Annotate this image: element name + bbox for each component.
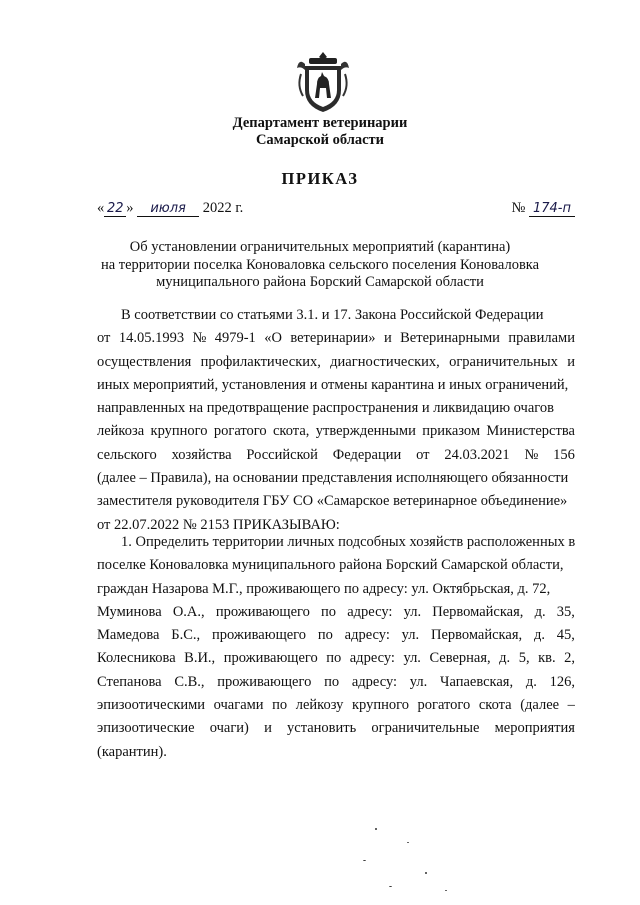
word: по [324, 673, 340, 690]
text-line [97, 671, 575, 694]
word: ветеринарии» [290, 330, 376, 347]
number-value-handwritten: 174-п [529, 201, 575, 217]
text-line [97, 647, 575, 670]
word: по [326, 650, 342, 667]
word: проживающего [223, 650, 318, 667]
word: иных мероприятий, установления и отмены карантина и иных ограничений, [97, 376, 569, 393]
word: и [383, 330, 392, 347]
word: (далее [520, 697, 560, 714]
word: 126, [549, 673, 575, 690]
word: адресу: [344, 627, 390, 644]
word: проживающего [211, 627, 307, 644]
word: 35, [556, 603, 575, 620]
word: по [272, 697, 288, 714]
text-line [97, 554, 575, 577]
text-line [97, 624, 575, 647]
word: Министерства [486, 423, 575, 440]
word: от [97, 330, 111, 347]
word: и [264, 720, 272, 737]
word: Колесникова [97, 650, 176, 667]
word: Северная, [429, 650, 491, 667]
text-line [97, 601, 575, 624]
word: приказом [422, 423, 481, 440]
text-line [97, 351, 575, 374]
word: 4979-1 [214, 330, 256, 347]
word: 24.03.2021 [444, 446, 510, 463]
text-line [97, 490, 575, 513]
faint-stamp-marks [345, 820, 475, 900]
date-year: 2022 г. [202, 200, 244, 216]
text-line [97, 397, 575, 420]
text-line [97, 327, 575, 350]
word: – [567, 697, 575, 714]
text-line [97, 374, 575, 397]
word: адресу: [349, 650, 395, 667]
word: и [567, 353, 575, 370]
word: Первомайская, [432, 603, 524, 620]
text-line [97, 717, 575, 740]
word: установить [287, 720, 357, 737]
order-item-1-paragraph [97, 531, 575, 764]
word: 45, [556, 627, 575, 644]
text-line [97, 304, 575, 327]
word: 2, [564, 650, 575, 667]
word: по [321, 603, 337, 620]
word: лейкоза [97, 423, 145, 440]
subject-line: на территории поселка Коноваловка сельского поселения Коноваловка [100, 256, 540, 273]
coat-of-arms-emblem [295, 50, 351, 114]
word: С.В., [174, 673, 205, 690]
word: очагами [213, 697, 264, 714]
text-line [97, 694, 575, 717]
word: Российской [246, 446, 318, 463]
word: Б.С., [171, 627, 201, 644]
number-prefix: № [511, 200, 526, 216]
word: направленных на предотвращение распространения и ликвидацию очагов [97, 400, 554, 417]
word: д. [499, 650, 511, 667]
word: ограничительные [371, 720, 480, 737]
word: (далее – Правила), на основании представления исполняющего обязанности [97, 470, 569, 487]
word: ул. [403, 603, 422, 620]
word: ограничительных [449, 353, 558, 370]
text-line [97, 741, 575, 764]
word: (карантин). [97, 743, 167, 760]
word: скота, [273, 423, 310, 440]
date-number-line [97, 200, 575, 220]
word: 156 [553, 446, 575, 463]
word: мероприятия [494, 720, 575, 737]
word: эпизоотическими [97, 697, 206, 714]
word: сельского [97, 446, 157, 463]
word: Муминова [97, 603, 162, 620]
word: Ветеринарными [400, 330, 500, 347]
word: 1. Определить территории личных подсобных хозяйств расположенных в [121, 534, 576, 550]
word: утвержденными [315, 423, 416, 440]
text-line [97, 578, 575, 601]
word: Первомайская, [430, 627, 523, 644]
word: крупного [351, 697, 409, 714]
document-title: ПРИКАЗ [281, 169, 359, 188]
word: ул. [403, 650, 421, 667]
word: адресу: [347, 603, 393, 620]
word: эпизоотические [97, 720, 195, 737]
word: Федерации [332, 446, 402, 463]
word: рогатого [417, 697, 471, 714]
word: «О [264, 330, 282, 347]
word: ул. [401, 627, 420, 644]
word: проживающего [217, 673, 312, 690]
date-month-handwritten: июля [137, 201, 199, 217]
word: В.И., [184, 650, 216, 667]
word: Степанова [97, 673, 162, 690]
word: № [524, 446, 539, 463]
word: поселке Коноваловка муниципального района Борский Самарской области, [97, 557, 564, 574]
word: заместителя руководителя ГБУ СО «Самарское ветеринарное объединение» [97, 493, 568, 510]
word: проживающего [215, 603, 310, 620]
word: по [317, 627, 333, 644]
word: рогатого [213, 423, 267, 440]
word: осуществления [97, 353, 192, 370]
word: 14.05.1993 [118, 330, 185, 347]
word: ул. [409, 673, 428, 690]
document-number [512, 200, 575, 217]
date-close-quote: » [126, 200, 134, 216]
org-name-line1: Департамент ветеринарии [232, 115, 408, 131]
preamble-paragraph [97, 304, 575, 537]
document-date [97, 200, 243, 217]
subject-line: Об установлении ограничительных мероприятий (карантина) [129, 239, 511, 255]
date-day-handwritten: 22 [104, 201, 126, 217]
order-subject [90, 239, 550, 292]
word: крупного [150, 423, 208, 440]
word: д. [534, 603, 546, 620]
word: правилами [508, 330, 575, 347]
word: кв. [538, 650, 556, 667]
text-line [97, 444, 575, 467]
word: от [416, 446, 430, 463]
word: д. [533, 627, 545, 644]
word: Мамедова [97, 627, 160, 644]
word: граждан Назарова М.Г., проживающего по адресу: ул. Октябрьская, д. 72, [97, 580, 551, 597]
text-line [97, 467, 575, 490]
date-open-quote: « [97, 200, 105, 216]
word: от 22.07.2022 № 2153 ПРИКАЗЫВАЮ: [97, 516, 340, 533]
subject-line: муниципального района Борский Самарской области [156, 274, 484, 290]
word: скота [478, 697, 512, 714]
word: адресу: [351, 673, 398, 690]
word: хозяйства [171, 446, 232, 463]
org-name-line2: Самарской области [255, 132, 385, 148]
word: д. [525, 673, 537, 690]
word: № [192, 330, 207, 347]
word: диагностических, [330, 353, 440, 370]
word: профилактических, [200, 353, 321, 370]
word: 5, [518, 650, 530, 667]
text-line [97, 420, 575, 443]
text-line [97, 531, 575, 554]
word: В соответствии со статьями 3.1. и 17. Закона Российской Федерации [121, 307, 544, 323]
word: О.А., [172, 603, 205, 620]
word: лейкозу [295, 697, 344, 714]
word: Чапаевская, [440, 673, 514, 690]
word: очаги) [209, 720, 249, 737]
